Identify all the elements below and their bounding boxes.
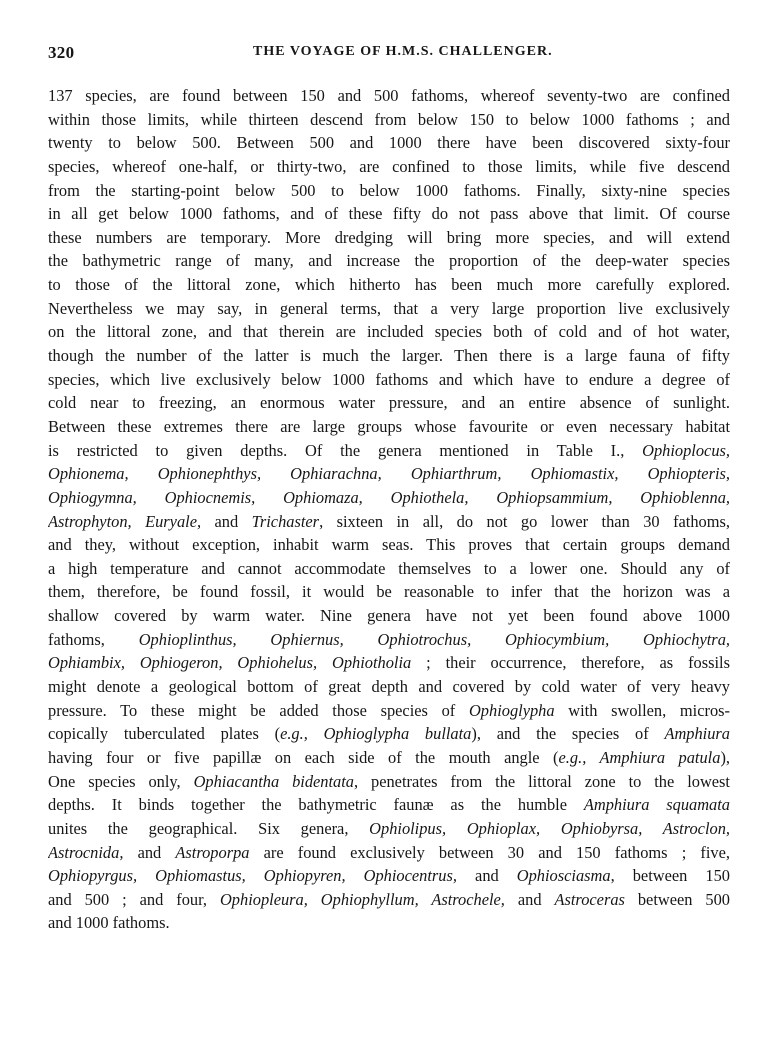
text-segment: with swollen, micros- <box>554 700 730 720</box>
text-line <box>48 864 730 888</box>
italic-taxon-text: e.g., Ophioglypha bullata <box>280 724 472 744</box>
italic-taxon-text: Ophioplinthus, Ophiernus, Ophiotrochus, Ophiocymbium, Ophiochytra, <box>138 629 730 649</box>
italic-taxon-text: Astroceras <box>554 889 625 909</box>
italic-taxon-text: Ophiolipus, Ophioplax, Ophiobyrsa, Astroclon, <box>369 818 730 838</box>
text-segment: these numbers are temporary. More dredging will bring more species, and will extend <box>48 227 730 247</box>
text-line <box>48 155 730 179</box>
text-line <box>48 841 730 865</box>
italic-taxon-text: Ophiogymna, Ophiocnemis, Ophiomaza, Ophiothela, Ophiopsammium, Ophioblenna, <box>48 487 730 507</box>
text-segment: and <box>201 511 252 531</box>
text-segment: within those limits, while thirteen descend from below 150 to below 1000 fathoms ; and <box>48 109 730 129</box>
italic-taxon-text: Ophioplocus, <box>642 440 730 460</box>
text-segment: species, whereof one-half, or thirty-two, are confined to those limits, while five descend <box>48 156 730 176</box>
text-segment: , sixteen in all, do not go lower than 30 fathoms, <box>319 511 730 531</box>
text-segment: ; their occurrence, therefore, as fossils <box>411 653 730 673</box>
italic-taxon-text: Ophiopyrgus, Ophiomastus, Ophiopyren, Ophiocentrus, <box>48 866 457 886</box>
italic-taxon-text: Ophiambix, Ophiogeron, Ophiohelus, Ophiotholia <box>48 653 412 673</box>
text-line <box>48 202 730 226</box>
text-segment: unites the geographical. Six genera, <box>48 818 370 838</box>
text-line <box>48 770 730 794</box>
text-line <box>48 415 730 439</box>
text-segment: might denote a geological bottom of great depth and covered by cold water of very heavy <box>48 677 730 697</box>
text-segment: species, which live exclusively below 1000 fathoms and which have to endure a degree of <box>48 369 730 389</box>
text-segment: ), <box>720 747 730 767</box>
text-line <box>48 557 730 581</box>
text-segment: , between 150 <box>610 866 730 886</box>
italic-taxon-text: Amphiura <box>664 724 730 744</box>
text-line <box>48 249 730 273</box>
text-segment: ), and the species of <box>471 724 665 744</box>
text-segment: Nevertheless we may say, in general terms, that a very large proportion live exclusively <box>48 298 730 318</box>
text-line <box>48 439 730 463</box>
text-line <box>48 320 730 344</box>
page-number: 320 <box>48 43 75 62</box>
text-segment: and <box>123 842 176 862</box>
text-line <box>48 888 730 912</box>
text-line <box>48 297 730 321</box>
text-line <box>48 746 730 770</box>
text-line <box>48 533 730 557</box>
text-line <box>48 580 730 604</box>
text-line <box>48 628 730 652</box>
text-segment: Between these extremes there are large groups whose favourite or even necessary habitat <box>48 416 730 436</box>
text-segment: in all get below 1000 fathoms, and of these fifty do not pass above that limit. Of course <box>48 204 730 224</box>
text-line <box>48 699 730 723</box>
italic-taxon-text: Astrocnida, <box>48 842 124 862</box>
italic-taxon-text: Astroporpa <box>175 842 250 862</box>
page-header <box>48 43 730 65</box>
text-segment: One species only, <box>48 771 194 791</box>
italic-taxon-text: Ophionema, Ophionephthys, Ophiarachna, Ophiarthrum, Ophiomastix, Ophiopteris, <box>48 464 730 484</box>
italic-taxon-text: Ophioglypha <box>468 700 555 720</box>
text-line <box>48 486 730 510</box>
italic-taxon-text: Ophiopleura, Ophiophyllum, Astrochele, <box>219 889 505 909</box>
text-segment: fathoms, <box>48 629 139 649</box>
text-segment: , penetrates from the littoral zone to the lowest <box>354 771 730 791</box>
text-line <box>48 368 730 392</box>
text-line <box>48 226 730 250</box>
text-segment: depths. It binds together the bathymetric faunæ as the humble <box>48 795 584 815</box>
text-segment: are found exclusively between 30 and 150 fathoms ; five, <box>249 842 730 862</box>
text-segment: shallow covered by warm water. Nine genera have not yet been found above 1000 <box>48 606 730 626</box>
text-segment: and 500 ; and four, <box>48 889 220 909</box>
text-segment: a high temperature and cannot accommodate themselves to a lower one. Should any of <box>48 558 730 578</box>
running-head: THE VOYAGE OF H.M.S. CHALLENGER. <box>253 44 553 59</box>
italic-taxon-text: Ophiosciasma <box>516 866 611 886</box>
text-segment: having four or five papillæ on each side of the mouth angle ( <box>48 747 559 767</box>
text-line <box>48 722 730 746</box>
text-line <box>48 131 730 155</box>
italic-taxon-text: Amphiura squamata <box>583 795 730 815</box>
text-segment: from the starting-point below 500 to below 1000 fathoms. Finally, sixty-nine species <box>48 180 730 200</box>
text-segment: though the number of the latter is much the larger. Then there is a large fauna of fifty <box>48 346 730 366</box>
body-paragraph <box>48 84 730 935</box>
text-segment: them, therefore, be found fossil, it would be reasonable to infer that the horizon was a <box>48 582 730 602</box>
text-line <box>48 510 730 534</box>
text-segment: the bathymetric range of many, and increase the proportion of the deep-water species <box>48 251 730 271</box>
text-line <box>48 675 730 699</box>
text-segment: and <box>504 889 555 909</box>
italic-taxon-text: Astrophyton, Euryale, <box>48 511 202 531</box>
text-segment: copically tuberculated plates ( <box>48 724 281 744</box>
text-line <box>48 84 730 108</box>
text-segment: between 500 <box>624 889 730 909</box>
italic-taxon-text: Trichaster <box>251 511 320 531</box>
italic-taxon-text: e.g., Amphiura patula <box>558 747 721 767</box>
text-segment: and 1000 fathoms. <box>48 913 170 933</box>
text-line <box>48 651 730 675</box>
text-line <box>48 793 730 817</box>
text-segment: and <box>456 866 517 886</box>
text-segment: twenty to below 500. Between 500 and 1000 there have been discovered sixty-four <box>48 133 730 153</box>
italic-taxon-text: Ophiacantha bidentata <box>193 771 354 791</box>
text-line <box>48 604 730 628</box>
text-line <box>48 391 730 415</box>
text-line <box>48 911 730 935</box>
text-line <box>48 108 730 132</box>
text-line <box>48 462 730 486</box>
text-segment: pressure. To these might be added those species of <box>48 700 469 720</box>
text-segment: 137 species, are found between 150 and 500 fathoms, whereof seventy-two are confined <box>48 86 730 105</box>
text-segment: cold near to freezing, an enormous water pressure, and an entire absence of sunlight. <box>48 393 730 413</box>
text-segment: is restricted to given depths. Of the genera mentioned in Table I., <box>48 440 643 460</box>
text-line <box>48 273 730 297</box>
text-segment: and they, without exception, inhabit warm seas. This proves that certain groups demand <box>48 535 730 555</box>
text-line <box>48 817 730 841</box>
text-segment: to those of the littoral zone, which hitherto has been much more carefully explored. <box>48 275 730 295</box>
text-line <box>48 344 730 368</box>
text-line <box>48 179 730 203</box>
text-segment: on the littoral zone, and that therein are included species both of cold and of hot water, <box>48 322 730 342</box>
